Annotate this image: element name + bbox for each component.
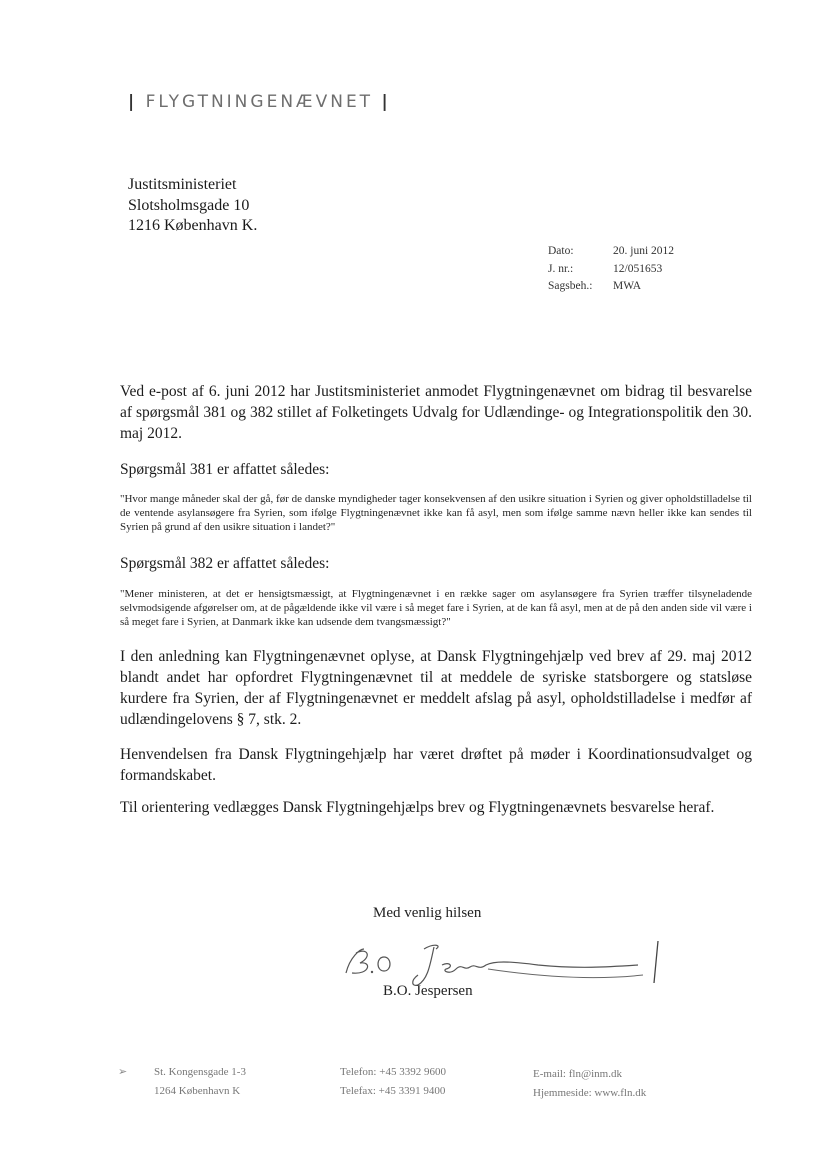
footer-web — [533, 1065, 646, 1103]
recipient-line: 1216 København K. — [128, 217, 258, 234]
attachment-paragraph: Til orientering vedlægges Dansk Flygtningehjælps brev og Flygtningenævnets besvarelse heraf. — [120, 799, 715, 816]
letterhead-logo: | FLYGTNINGENÆVNET | — [128, 92, 391, 112]
letterhead-name: FLYGTNINGENÆVNET — [145, 92, 374, 112]
meta-handler — [548, 278, 674, 296]
signature-text: B.O. Jespersen — [338, 935, 344, 936]
meta-value: 20. juni 2012 — [613, 245, 675, 257]
footer-email-link[interactable]: E-mail: fln@inm.dk — [533, 1068, 622, 1080]
meta-journal — [548, 261, 674, 279]
response-paragraph: I den anledning kan Flygtningenævnet oplyse, at Dansk Flygtningehjælp ved brev af 29. maj 2012 blandt andet har opfordret Flygtningenævnet til at meddele de syriske statsborgere og statsløse kurdere fra Syrien, der af Flygtningenævnet er meddelt afslag på asyl, opholdstilladelse i medfør af udlændingelovens § 7, stk. 2. — [120, 648, 752, 728]
letter-meta — [548, 243, 674, 296]
footer-fax-line: Telefax: +45 3391 9400 — [340, 1085, 446, 1097]
discussion-paragraph: Henvendelsen fra Dansk Flygtningehjælp har været drøftet på møder i Koordinationsudvalget og formandskabet. — [120, 746, 752, 784]
meta-label: Sagsbeh.: — [548, 280, 593, 292]
question-382-quote: "Mener ministeren, at det er hensigtsmæssigt, at Flygtningenævnet i en række sager om asylansøgere fra Syrien træffer tilsyneladende selvmodsigende afgørelser om, at de pågældende ikke vil være i så meget fare i Syrien, at de kan få asyl, men at de på den anden side vil være i så meget fare i Syrien, at Danmark ikke kan udsende dem tvangsmæssigt?" — [120, 588, 752, 628]
meta-date — [548, 243, 674, 261]
arrow-bullet-icon: ➢ — [118, 1066, 128, 1078]
footer-website-link[interactable]: Hjemmeside: www.fln.dk — [533, 1087, 647, 1099]
closing-greeting: Med venlig hilsen — [373, 905, 482, 921]
footer-phone — [340, 1063, 446, 1101]
meta-value: MWA — [613, 280, 642, 292]
meta-value: 12/051653 — [613, 262, 663, 275]
footer-address — [154, 1063, 246, 1101]
footer-phone-line: Telefon: +45 3392 9600 — [340, 1066, 446, 1078]
question-381-quote: "Hvor mange måneder skal der gå, før de danske myndigheder tager konsekvensen af den usikre situation i Syrien og giver opholdstilladelse til de ventende asylansøgere fra Syrien, som ifølge Flygtningenævnet ikke kan få asyl, men som ifølge samme nævn heller ikke kan sendes til Syrien på grund af den usikre situation i landet?" — [120, 493, 752, 533]
intro-paragraph: Ved e-post af 6. juni 2012 har Justitsministeriet anmodet Flygtningenævnet om bidrag til besvarelse af spørgsmål 381 og 382 stillet af Folketingets Udvalg for Udlændinge- og Integrationspolitik den 30. maj 2012. — [120, 383, 752, 442]
recipient-address — [128, 175, 257, 237]
question-381-heading: Spørgsmål 381 er affattet således: — [120, 461, 330, 478]
footer-address-line: St. Kongensgade 1-3 — [154, 1066, 246, 1078]
meta-label: Dato: — [548, 245, 574, 257]
signer-name: B.O. Jespersen — [383, 983, 473, 999]
meta-label: J. nr.: — [548, 262, 574, 275]
footer-address-line: 1264 København K — [154, 1085, 241, 1097]
recipient-line: Justitsministeriet — [128, 176, 237, 193]
recipient-line: Slotsholmsgade 10 — [128, 196, 250, 214]
question-382-heading: Spørgsmål 382 er affattet således: — [120, 555, 330, 572]
